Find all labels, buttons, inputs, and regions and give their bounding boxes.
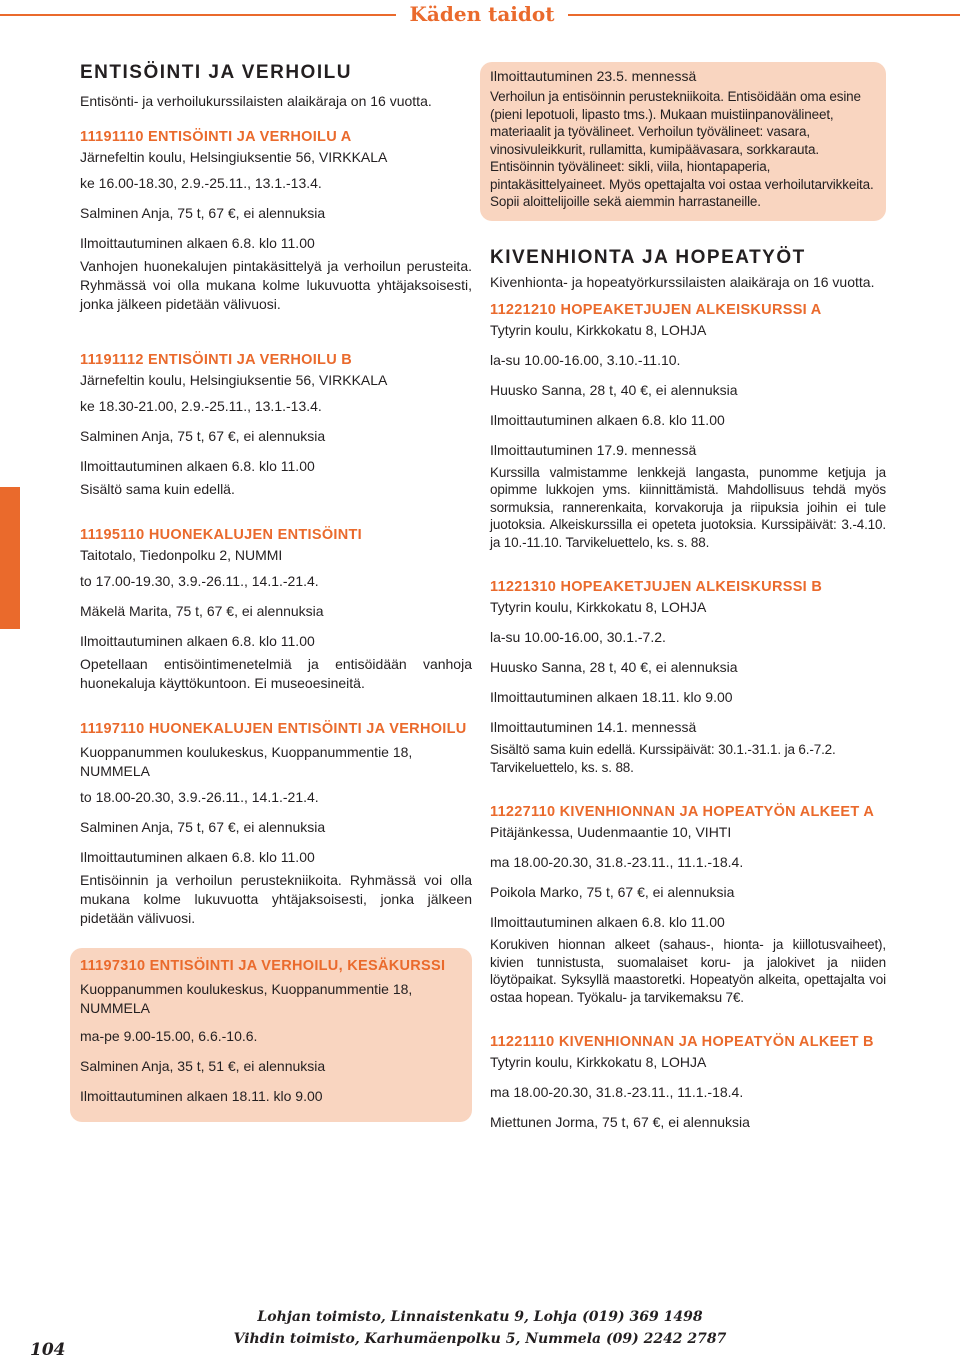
course-registration: Ilmoittautuminen alkaen 6.8. klo 11.00	[80, 633, 315, 649]
course-teacher: Huusko Sanna, 28 t, 40 €, ei alennuksia	[490, 659, 738, 675]
course-registration: Ilmoittautuminen alkaen 18.11. klo 9.00	[80, 1088, 323, 1104]
course-time: to 18.00-20.30, 3.9.-26.11., 14.1.-21.4.	[80, 789, 319, 805]
course-time: la-su 10.00-16.00, 3.10.-11.10.	[490, 351, 681, 368]
course-place: Taitotalo, Tiedonpolku 2, NUMMI	[80, 547, 283, 563]
course-title: 11221210 HOPEAKETJUJEN ALKEISKURSSI A	[490, 301, 822, 318]
course-title: 11221110 KIVENHIONNAN JA HOPEATYÖN ALKEET B	[490, 1034, 874, 1050]
course-teacher: Mäkelä Marita, 75 t, 67 €, ei alennuksia	[80, 603, 324, 619]
header-rule-right	[568, 14, 960, 16]
intro-text: Entisönti- ja verhoilukurssilaisten alaikäraja on 16 vuotta.	[80, 93, 432, 109]
course-place: Kuoppanummen koulukeskus, Kuoppanummentie 18, NUMMELA	[80, 981, 413, 1016]
course-registration: Ilmoittautuminen alkaen 6.8. klo 11.00	[490, 411, 725, 428]
course-title: 11227110 KIVENHIONNAN JA HOPEATYÖN ALKEET A	[490, 804, 875, 820]
course-teacher: Huusko Sanna, 28 t, 40 €, ei alennuksia	[490, 381, 738, 398]
course-time: ma 18.00-20.30, 31.8.-23.11., 11.1.-18.4.	[490, 1084, 744, 1100]
course-description: Korukiven hionnan alkeet (sahaus-, hionta- ja kiillotusvaiheet), kivien tunnistusta, suomalaiset koru- ja jalokivet ja niiden löytöpaikat. Syksyllä maastoretki. Hopeatyön alkeita, opettajalta voi ostaa hopean. Työkalu- ja tarvikemaksu 7€.	[490, 937, 886, 1005]
continued-course-box	[480, 62, 886, 221]
course-title: 11195110 HUONEKALUJEN ENTISÖINTI	[80, 527, 362, 543]
left-column	[80, 62, 472, 1122]
course-teacher: Salminen Anja, 35 t, 51 €, ei alennuksia	[80, 1058, 326, 1074]
course-description: Entisöinnin ja verhoilun perustekniikoita. Ryhmässä voi olla mukana kolme lukuvuotta yhtäjaksoisesti, jonka jälkeen pidetään välivuosi.	[80, 872, 472, 926]
course-11221310	[490, 577, 886, 776]
footer-vihti-office: Vihdin toimisto, Karhumäenpolku 5, Nummela (09) 2242 2787	[233, 1331, 727, 1347]
intro-text: Kivenhionta- ja hopeatyörkurssilaisten alaikäraja on 16 vuotta.	[490, 273, 875, 290]
course-teacher: Miettunen Jorma, 75 t, 67 €, ei alennuksia	[490, 1114, 750, 1130]
heading-kivenhionta: KIVENHIONTA JA HOPEATYÖT	[490, 246, 806, 268]
section-title: Käden taidot	[396, 0, 568, 28]
course-description: Kurssilla valmistamme lenkkejä langasta, punomme ketjuja ja opimme lukkojen yms. kiinnittämistä. Mahdollisuus tehdä myös sormuksia, rannerenkaita, korvakoruja ja riipuksia joihin ei tule juotoksia. Alkeiskurssilla ei opeteta juotoksia. Kurssipäivät: 3.-4.10. ja 10.-11.10. Tarvikeluettelo, ks. s. 88.	[490, 464, 886, 550]
side-tab-marker	[0, 487, 20, 629]
course-11227110	[490, 802, 886, 1006]
course-11197310-box	[70, 948, 472, 1122]
course-time: ke 16.00-18.30, 2.9.-25.11., 13.1.-13.4.	[80, 175, 322, 191]
course-title: 11197310 ENTISÖINTI JA VERHOILU, KESÄKURSSI	[80, 958, 446, 974]
course-registration-deadline: Ilmoittautuminen 14.1. mennessä	[490, 719, 697, 735]
course-11221210	[490, 300, 886, 552]
course-time: la-su 10.00-16.00, 30.1.-7.2.	[490, 629, 666, 645]
course-time: ma 18.00-20.30, 31.8.-23.11., 11.1.-18.4.	[490, 854, 744, 870]
course-registration-deadline: Ilmoittautuminen 23.5. mennessä	[490, 68, 697, 84]
page-number: 104	[30, 1340, 66, 1360]
footer-contacts	[200, 1306, 760, 1350]
course-place: Järnefeltin koulu, Helsingiuksentie 56, VIRKKALA	[80, 149, 388, 165]
course-11221110	[490, 1032, 886, 1132]
course-time: ma-pe 9.00-15.00, 6.6.-10.6.	[80, 1028, 258, 1044]
course-place: Kuoppanummen koulukeskus, Kuoppanummentie 18, NUMMELA	[80, 744, 413, 779]
course-registration: Ilmoittautuminen alkaen 6.8. klo 11.00	[490, 914, 725, 930]
course-teacher: Salminen Anja, 75 t, 67 €, ei alennuksia	[80, 819, 326, 835]
course-11191112	[80, 350, 472, 499]
course-registration-deadline: Ilmoittautuminen 17.9. mennessä	[490, 441, 697, 458]
course-time: to 17.00-19.30, 3.9.-26.11., 14.1.-21.4.	[80, 573, 319, 589]
course-registration: Ilmoittautuminen alkaen 6.8. klo 11.00	[80, 458, 315, 474]
header-rule-left	[0, 14, 396, 16]
course-registration: Ilmoittautuminen alkaen 6.8. klo 11.00	[80, 235, 315, 251]
course-teacher: Salminen Anja, 75 t, 67 €, ei alennuksia	[80, 205, 326, 221]
right-column	[490, 62, 886, 1142]
course-title: 11221310 HOPEAKETJUJEN ALKEISKURSSI B	[490, 579, 823, 595]
course-title: 11191112 ENTISÖINTI JA VERHOILU B	[80, 352, 353, 368]
course-registration: Ilmoittautuminen alkaen 6.8. klo 11.00	[80, 849, 315, 865]
course-title: 11197110 HUONEKALUJEN ENTISÖINTI JA VERHOILU	[80, 721, 467, 737]
heading-entisointi: ENTISÖINTI JA VERHOILU	[80, 62, 352, 83]
course-registration: Ilmoittautuminen alkaen 18.11. klo 9.00	[490, 689, 733, 705]
course-teacher: Poikola Marko, 75 t, 67 €, ei alennuksia	[490, 884, 735, 900]
course-place: Tytyrin koulu, Kirkkokatu 8, LOHJA	[490, 1054, 707, 1070]
course-description: Opetellaan entisöintimenetelmiä ja entisöidään vanhoja huonekaluja käyttökuntoon. Ei museoesineitä.	[80, 656, 472, 691]
course-time: ke 18.30-21.00, 2.9.-25.11., 13.1.-13.4.	[80, 398, 322, 414]
course-teacher: Salminen Anja, 75 t, 67 €, ei alennuksia	[80, 428, 326, 444]
course-description: Verhoilun ja entisöinnin perustekniikoita. Entisöidään oma esine (pieni lepotuoli, lipasto tms.). Mukaan muistiinpanovälineet, materiaalit ja työvälineet. Verhoilun työvälineet: vasara, vinosivuleikkurit, rullamitta, kumipäävasara, sorkkarauta. Entisöinnin työvälineet: sikli, viila, hiontapaperia, pintakäsittelyaineet. Myös opettajalta voi ostaa verhoilutarvikkeita. Sopii aloittelijoille sekä aiemmin harrastaneille.	[490, 89, 874, 209]
course-11197110	[80, 719, 472, 928]
course-place: Tytyrin koulu, Kirkkokatu 8, LOHJA	[490, 321, 707, 338]
course-place: Tytyrin koulu, Kirkkokatu 8, LOHJA	[490, 599, 707, 615]
course-description: Sisältö sama kuin edellä.	[80, 481, 235, 497]
course-title: 11191110 ENTISÖINTI JA VERHOILU A	[80, 129, 352, 145]
course-11191110	[80, 127, 472, 314]
course-11195110	[80, 525, 472, 693]
course-place: Järnefeltin koulu, Helsingiuksentie 56, VIRKKALA	[80, 372, 388, 388]
course-place: Pitäjänkessa, Uudenmaantie 10, VIHTI	[490, 824, 732, 840]
course-description: Sisältö sama kuin edellä. Kurssipäivät: 30.1.-31.1. ja 6.-7.2. Tarvikeluettelo, ks. s. 88.	[490, 742, 836, 775]
footer-lohja-office: Lohjan toimisto, Linnaistenkatu 9, Lohja (019) 369 1498	[257, 1309, 703, 1325]
course-description: Vanhojen huonekalujen pintakäsittelyä ja verhoilun perusteita. Ryhmässä voi olla mukana kolme lukuvuotta yhtäjaksoisesti, jonka jälkeen pidetään välivuosi.	[80, 258, 472, 312]
